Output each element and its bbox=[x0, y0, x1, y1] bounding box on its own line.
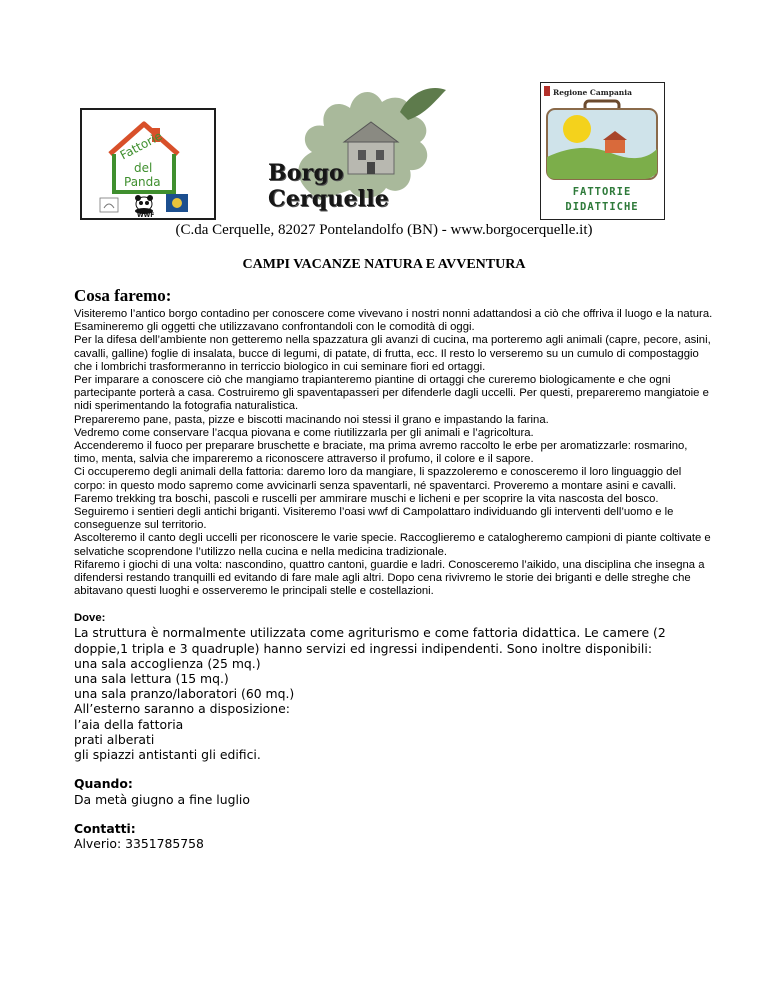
fattorie-label: FATTORIE bbox=[572, 186, 632, 198]
paragraph: Vedremo come conservare l’acqua piovana e come riutilizzarla per gli animali e l’agricoltura. bbox=[74, 426, 534, 439]
dove-line: una sala lettura (15 mq.) bbox=[74, 671, 229, 687]
badge-icon bbox=[100, 198, 118, 212]
quando-text: Da metà giugno a fine luglio bbox=[74, 791, 250, 807]
suitcase-icon bbox=[547, 101, 657, 179]
regione-flag-icon bbox=[544, 86, 550, 96]
contatti-text: Alverio: 3351785758 bbox=[74, 835, 204, 851]
regione-label: Regione Campania bbox=[553, 88, 632, 97]
logo-word-del: del bbox=[134, 161, 153, 175]
paragraph: Prepareremo pane, pasta, pizze e biscotti macinando noi stessi il grano e impastando la farina. bbox=[74, 413, 549, 426]
paragraph: Ci occuperemo degli animali della fattoria: daremo loro da mangiare, li spazzoleremo e conosceremo il loro linguaggio del corpo: in questo modo sapremo come avvicinarli senza spaventarli, né spaventarci. Proveremo a montare asini e cavalli. Faremo trekking tra boschi, pascoli e ruscelli per ammirare muschi e licheni e per scoprire la vita nascosta del bosco. Seguiremo i sentieri degli antichi briganti. Visiteremo l’oasi wwf di Campolattaro individuando gli interventi dell’uomo e le conseguenze sul territorio. bbox=[74, 466, 682, 532]
dove-line: La struttura è normalmente utilizzata come agriturismo e come fattoria didattica. Le camere (2 doppie,1 tripla e 3 quadruple) hanno servizi ed ingressi indipendenti. Sono inoltre disponibili: bbox=[74, 625, 666, 656]
dove-line: una sala pranzo/laboratori (60 mq.) bbox=[74, 686, 295, 702]
fattorie-del-panda-logo bbox=[80, 108, 216, 220]
paragraph: Rifaremo i giochi di una volta: nascondino, quattro cantoni, guardie e ladri. Conosceremo l’aikido, una disciplina che insegna a difendersi restando tranquilli ed evitando di fare male agli altri. Dopo cena rivivremo le storie dei briganti e delle streghe che abitavano questi luoghi e osserveremo le principali stelle e costellazioni. bbox=[74, 558, 705, 598]
paragraph: Visiteremo l’antico borgo contadino per conoscere come vivevano i nostri nonni adattandosi a ciò che offriva il luogo e la natura. Esamineremo gli oggetti che utilizzavano confrontandoli con le comodità di oggi. bbox=[74, 308, 713, 334]
address-line: (C.da Cerquelle, 82027 Pontelandolfo (BN) - www.borgocerquelle.it) bbox=[175, 222, 593, 238]
page-title: CAMPI VACANZE NATURA E AVVENTURA bbox=[242, 257, 526, 272]
wwf-label: WWF bbox=[137, 212, 155, 218]
dove-line: gli spiazzi antistanti gli edifici. bbox=[74, 747, 261, 763]
logo-word-panda: Panda bbox=[124, 175, 161, 189]
section-heading-dove: Dove: bbox=[74, 612, 106, 625]
paragraph: Per la difesa dell’ambiente non getteremo nella spazzatura gli avanzi di cucina, ma porteremo agli animali (capre, pecore, asini, cavalli, galline) foglie di insalata, bucce di legumi, di patate, di frutta, ecc. Il resto lo verseremo su un cumulo di compostaggio che i lombrichi trasformeranno in terriccio biologico in cui seminare fiori ed ortaggi. bbox=[74, 334, 711, 373]
paragraph: Per imparare a conoscere ciò che mangiamo trapianteremo piantine di ortaggi che cureremo biologicamente e che ogni partecipante porterà a casa. Costruiremo gli spaventapasseri per difenderle dagli uccelli. Per questi, prepareremo mangiatoie e nidi sperimentando la fotografia naturalistica. bbox=[74, 374, 709, 413]
dove-line: l’aia della fattoria bbox=[74, 716, 184, 732]
dove-body bbox=[74, 625, 714, 762]
paragraph: Ascolteremo il canto degli uccelli per riconoscere le varie specie. Raccoglieremo e catalogheremo campioni di piante coltivate e selvatiche scoprendone l’utilizzo nella cucina e nella medicina tradizionale. bbox=[74, 532, 711, 558]
dove-line: prati alberati bbox=[74, 731, 155, 747]
dove-line: All’esterno saranno a disposizione: bbox=[74, 701, 290, 717]
regione-campania-logo bbox=[540, 82, 665, 220]
cosa-faremo-body bbox=[74, 308, 714, 598]
logo-word-fattorie: Fattorie bbox=[117, 128, 165, 163]
section-heading-quando: Quando: bbox=[74, 776, 133, 792]
didattiche-label: DIDATTICHE bbox=[565, 201, 639, 213]
main-content bbox=[74, 286, 714, 851]
paragraph: Accenderemo il fuoco per preparare bruschette e braciate, ma prima avremo raccolto le erbe per aromatizzarle: rosmarino, timo, menta, salvia che impareremo a riconoscere attraverso il profumo, il colore e il sapore. bbox=[74, 440, 688, 466]
section-heading-contatti: Contatti: bbox=[74, 820, 136, 836]
brand-title: Borgo Cerquelle bbox=[268, 160, 389, 212]
section-heading-cosa-faremo: Cosa faremo: bbox=[74, 286, 172, 305]
dove-line: una sala accoglienza (25 mq.) bbox=[74, 655, 261, 671]
acorn-leaf-icon bbox=[400, 88, 446, 120]
